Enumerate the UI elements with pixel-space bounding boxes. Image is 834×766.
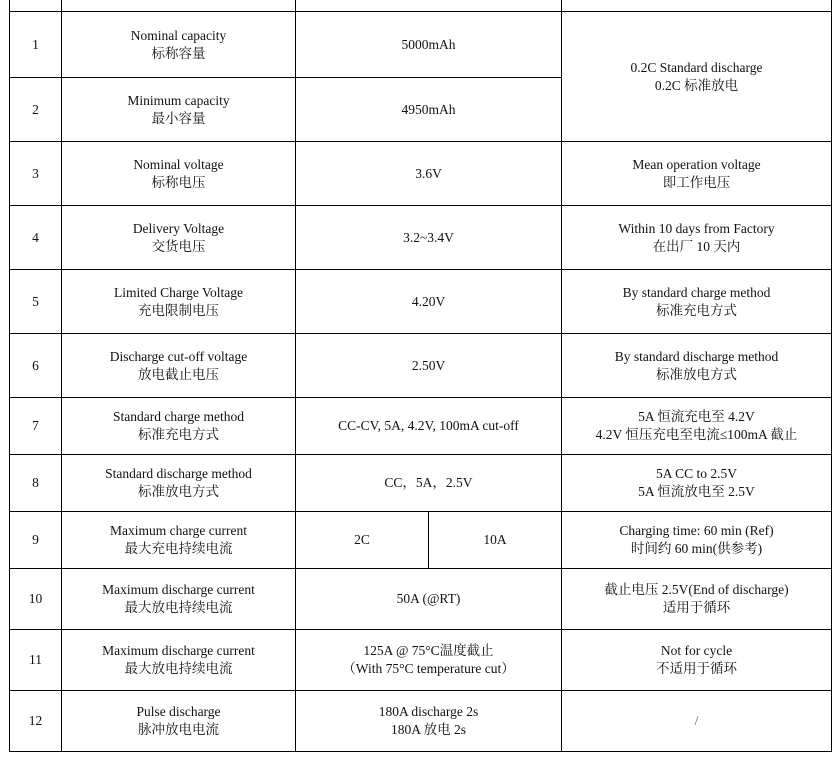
remark-cell bbox=[562, 142, 832, 206]
table-row bbox=[10, 455, 832, 512]
item-name-cn: 标称电压 bbox=[151, 174, 206, 190]
item-cell bbox=[62, 270, 296, 334]
item-name-en: Maximum discharge current bbox=[102, 643, 255, 658]
remark-cell bbox=[562, 12, 832, 142]
remark-en: By standard charge method bbox=[622, 284, 771, 300]
item-name-en: Limited Charge Voltage bbox=[114, 284, 243, 300]
item-name-en: Discharge cut-off voltage bbox=[109, 348, 248, 364]
item-name-cn: 最大放电持续电流 bbox=[124, 661, 233, 676]
row-number: 1 bbox=[10, 12, 62, 78]
value-cell: 50A (@RT) bbox=[296, 569, 562, 630]
table-row bbox=[10, 12, 832, 78]
item-name-en: Nominal voltage bbox=[133, 156, 224, 172]
row-number: 10 bbox=[10, 569, 62, 630]
remark-en: Charging time: 60 min (Ref) bbox=[619, 523, 774, 538]
remark-en: Not for cycle bbox=[660, 643, 733, 658]
remark-cn: 0.2C 标准放电 bbox=[654, 77, 739, 93]
table-row bbox=[10, 630, 832, 691]
item-cell bbox=[62, 512, 296, 569]
no-cell bbox=[10, 0, 62, 12]
item-name-cn: 脉冲放电电流 bbox=[138, 722, 219, 737]
remark-cell bbox=[562, 334, 832, 398]
table-row bbox=[10, 334, 832, 398]
item-cell bbox=[62, 0, 296, 12]
value-cell: CC-CV, 5A, 4.2V, 100mA cut-off bbox=[296, 398, 562, 455]
row-number: 11 bbox=[10, 630, 62, 691]
row-number: 8 bbox=[10, 455, 62, 512]
item-name-en: Standard charge method bbox=[113, 409, 244, 424]
value-cell: 3.2~3.4V bbox=[296, 206, 562, 270]
value-line-2: （With 75°C temperature cut） bbox=[342, 661, 515, 676]
row-number: 3 bbox=[10, 142, 62, 206]
table-row bbox=[10, 398, 832, 455]
table-row bbox=[10, 270, 832, 334]
remark-en: 0.2C Standard discharge bbox=[630, 59, 763, 75]
item-name-cn: 交货电压 bbox=[151, 238, 206, 254]
row-number: 4 bbox=[10, 206, 62, 270]
remark-line-2: 适用于循环 bbox=[662, 600, 731, 615]
row-number: 5 bbox=[10, 270, 62, 334]
value-line-1: 125A @ 75°C温度截止 bbox=[363, 643, 494, 658]
item-name-en: Standard discharge method bbox=[105, 466, 252, 481]
item-name-cn: 充电限制电压 bbox=[138, 302, 219, 318]
remark-cn: 即工作电压 bbox=[662, 174, 731, 190]
item-cell bbox=[62, 334, 296, 398]
remark-cn: 5A 恒流放电至 2.5V bbox=[638, 484, 755, 499]
row-number: 6 bbox=[10, 334, 62, 398]
remark-line-1: 截止电压 2.5V(End of discharge) bbox=[604, 582, 789, 597]
item-name-cn: 标准充电方式 bbox=[138, 427, 219, 442]
item-name-cn: 放电截止电压 bbox=[138, 366, 219, 382]
item-name-en: Nominal capacity bbox=[130, 27, 227, 43]
row-number: 2 bbox=[10, 78, 62, 142]
item-name-cn: 最大充电持续电流 bbox=[124, 541, 233, 556]
remark-line-1: 5A 恒流充电至 4.2V bbox=[638, 409, 755, 424]
item-cell bbox=[62, 142, 296, 206]
value-line-1: 180A discharge 2s bbox=[378, 704, 479, 719]
remark-cell: / bbox=[562, 691, 832, 752]
remark-cell bbox=[562, 270, 832, 334]
item-cell bbox=[62, 630, 296, 691]
item-cell bbox=[62, 691, 296, 752]
item-name-en: Maximum charge current bbox=[110, 523, 247, 538]
remark-cell bbox=[562, 206, 832, 270]
remark-cn: 时间约 60 min(供参考) bbox=[630, 541, 763, 556]
remark-cn: 标准放电方式 bbox=[656, 366, 737, 382]
item-name-en: Minimum capacity bbox=[127, 92, 230, 108]
value-cell bbox=[296, 0, 562, 12]
spec-table bbox=[9, 0, 832, 752]
value-cell bbox=[296, 630, 562, 691]
remark-cell bbox=[562, 455, 832, 512]
remark-line-2: 4.2V 恒压充电至电流≤100mA 截止 bbox=[595, 427, 798, 442]
value-cell-current: 10A bbox=[429, 512, 562, 569]
remark-en: Within 10 days from Factory bbox=[618, 220, 775, 236]
value-cell-rate: 2C bbox=[296, 512, 429, 569]
item-cell bbox=[62, 455, 296, 512]
table-row bbox=[10, 206, 832, 270]
table-row bbox=[10, 691, 832, 752]
value-cell: 4950mAh bbox=[296, 78, 562, 142]
table-row bbox=[10, 512, 832, 569]
item-cell bbox=[62, 78, 296, 142]
item-name-en: Maximum discharge current bbox=[102, 582, 255, 597]
table-row bbox=[10, 0, 832, 12]
item-name-cn: 标准放电方式 bbox=[138, 484, 219, 499]
value-cell: 2.50V bbox=[296, 334, 562, 398]
remark-cell bbox=[562, 0, 832, 12]
remark-cn: 不适用于循环 bbox=[656, 661, 737, 676]
item-name-en: Delivery Voltage bbox=[132, 220, 225, 236]
item-cell bbox=[62, 569, 296, 630]
row-number: 12 bbox=[10, 691, 62, 752]
remark-cn: 标准充电方式 bbox=[656, 302, 737, 318]
item-name-cn: 标称容量 bbox=[151, 45, 206, 61]
item-cell bbox=[62, 206, 296, 270]
remark-cn: 在出厂 10 天内 bbox=[652, 238, 741, 254]
row-number: 9 bbox=[10, 512, 62, 569]
value-cell: 3.6V bbox=[296, 142, 562, 206]
remark-cell bbox=[562, 398, 832, 455]
item-cell bbox=[62, 12, 296, 78]
remark-cell bbox=[562, 569, 832, 630]
item-name-en: Pulse discharge bbox=[136, 704, 221, 719]
remark-en: 5A CC to 2.5V bbox=[655, 466, 737, 481]
item-name-cn: 最大放电持续电流 bbox=[124, 600, 233, 615]
remark-en: By standard discharge method bbox=[614, 348, 779, 364]
value-cell: 4.20V bbox=[296, 270, 562, 334]
table-row bbox=[10, 142, 832, 206]
item-cell bbox=[62, 398, 296, 455]
value-line-2: 180A 放电 2s bbox=[390, 722, 466, 737]
value-cell: CC，5A，2.5V bbox=[296, 455, 562, 512]
item-name-cn: 最小容量 bbox=[151, 110, 206, 126]
value-cell bbox=[296, 691, 562, 752]
table-row bbox=[10, 569, 832, 630]
value-cell: 5000mAh bbox=[296, 12, 562, 78]
remark-cell bbox=[562, 630, 832, 691]
remark-cell bbox=[562, 512, 832, 569]
remark-en: Mean operation voltage bbox=[632, 156, 761, 172]
row-number: 7 bbox=[10, 398, 62, 455]
